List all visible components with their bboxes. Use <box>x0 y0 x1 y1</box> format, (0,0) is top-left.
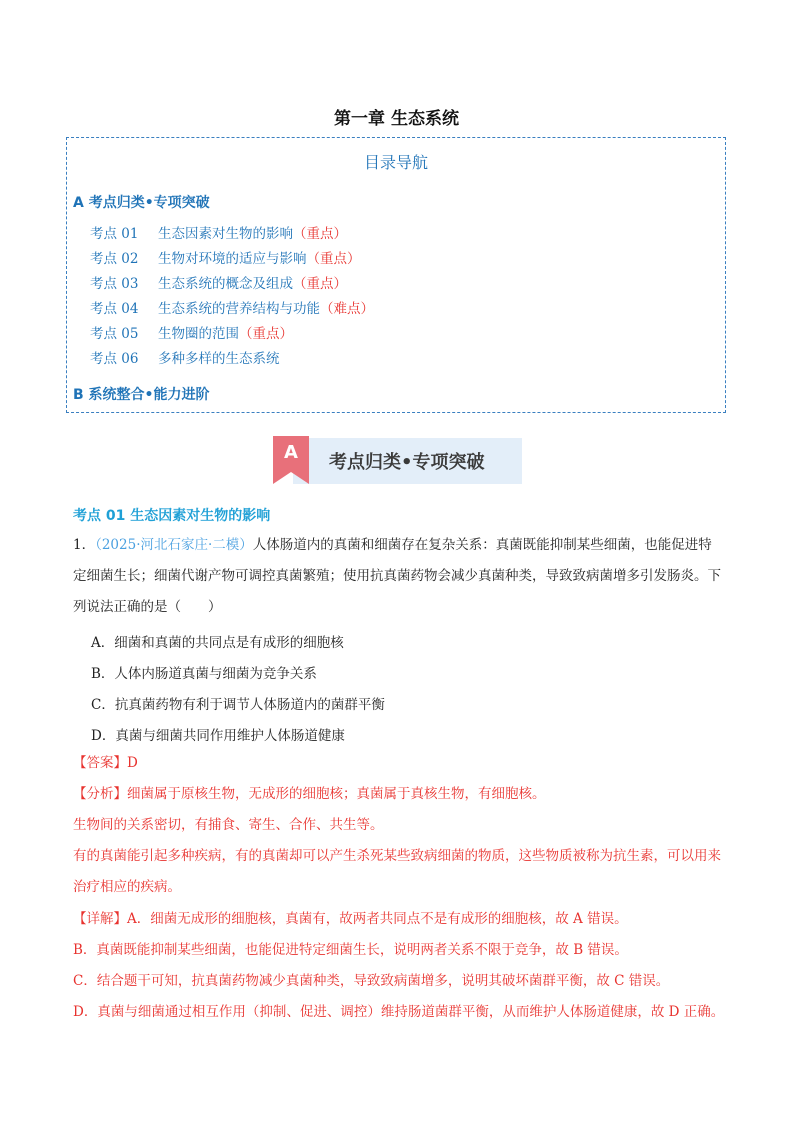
banner-letter: A <box>284 442 298 463</box>
toc-item-tag: （重点） <box>306 251 361 267</box>
toc-item-tag: （重点） <box>239 326 293 342</box>
answer-label: 【答案】 <box>73 755 127 771</box>
toc-item-title: 生态系统的概念及组成 <box>158 276 293 292</box>
toc-item-code: 考点 02 <box>90 251 139 267</box>
option-b: B．人体内肠道真菌与细菌为竞争关系 <box>91 666 317 682</box>
analysis-line-1 <box>73 779 728 810</box>
toc-item-title: 多种多样的生态系统 <box>158 351 280 367</box>
analysis-label: 【分析】 <box>73 786 127 802</box>
analysis-line-2: 生物间的关系密切，有捕食、寄生、合作、共生等。 <box>73 817 384 833</box>
toc-item-title: 生态系统的营养结构与功能 <box>158 301 320 317</box>
toc-item-title: 生物对环境的适应与影响 <box>158 251 307 267</box>
toc-item-tag: （重点） <box>293 226 347 242</box>
toc-item-title: 生物圈的范围 <box>158 326 239 342</box>
toc-section-a[interactable]: A 考点归类•专项突破 <box>73 195 210 211</box>
section-banner <box>273 436 522 484</box>
toc-item-code: 考点 04 <box>90 301 139 317</box>
point-title: 考点 01 生态因素对生物的影响 <box>73 508 271 524</box>
option-d: D．真菌与细菌共同作用维护人体肠道健康 <box>91 728 345 744</box>
toc-list <box>90 224 374 374</box>
answer-value: D <box>127 755 138 771</box>
toc-item[interactable] <box>90 349 374 374</box>
detail-text: A．细菌无成形的细胞核，真菌有，故两者共同点不是有成形的细胞核，故 A 错误。 <box>127 911 628 927</box>
toc-item[interactable] <box>90 299 374 324</box>
detail-b: B．真菌既能抑制某些细菌，也能促进特定细菌生长，说明两者关系不限于竞争，故 B 错误。 <box>73 942 628 958</box>
toc-item-tag: （重点） <box>293 276 347 292</box>
question-text: 人体肠道内的真菌和细菌存在复杂关系：真菌既能抑制某些细菌，也能促进特定细菌生长；细菌代谢产物可调控真菌繁殖；使用抗真菌药物会减少真菌种类，导致致病菌增多引发肠炎。下列说法正确的是（ ） <box>73 537 721 615</box>
toc-heading: 目录导航 <box>363 153 428 172</box>
analysis-text: 细菌属于原核生物，无成形的细胞核；真菌属于真核生物，有细胞核。 <box>127 786 546 802</box>
toc-section-b[interactable]: B 系统整合•能力进阶 <box>73 387 210 403</box>
question-stem <box>73 530 723 623</box>
question-number: 1． <box>73 537 96 553</box>
toc-item[interactable] <box>90 224 374 249</box>
toc-item-code: 考点 01 <box>90 226 139 242</box>
detail-label: 【详解】 <box>73 911 127 927</box>
toc-item-title: 生态因素对生物的影响 <box>158 226 293 242</box>
question-source: （2025·河北石家庄·二模） <box>95 537 253 553</box>
detail-c: C．结合题干可知，抗真菌药物减少真菌种类，导致致病菌增多，说明其破坏菌群平衡，故 C 错误。 <box>73 973 670 989</box>
option-a: A．细菌和真菌的共同点是有成形的细胞核 <box>91 635 344 651</box>
bookmark-flag-icon <box>273 436 309 484</box>
toc-item-code: 考点 03 <box>90 276 139 292</box>
toc-item[interactable] <box>90 249 374 274</box>
toc-item-tag: （难点） <box>320 301 374 317</box>
toc-box <box>66 137 726 413</box>
detail-a <box>73 904 728 935</box>
answer <box>73 748 728 779</box>
toc-item-code: 考点 06 <box>90 351 139 367</box>
analysis-line-3: 有的真菌能引起多种疾病，有的真菌却可以产生杀死某些致病细菌的物质，这些物质被称为抗生素，可以用来治疗相应的疾病。 <box>73 848 721 895</box>
banner-text: 考点归类•专项突破 <box>329 452 485 473</box>
detail-d: D．真菌与细菌通过相互作用（抑制、促进、调控）维持肠道菌群平衡，从而维护人体肠道健康，故 D 正确。 <box>73 1004 725 1020</box>
toc-item[interactable] <box>90 274 374 299</box>
chapter-title: 第一章 生态系统 <box>334 109 459 129</box>
option-c: C．抗真菌药物有利于调节人体肠道内的菌群平衡 <box>91 697 385 713</box>
toc-item[interactable] <box>90 324 374 349</box>
toc-item-code: 考点 05 <box>90 326 139 342</box>
